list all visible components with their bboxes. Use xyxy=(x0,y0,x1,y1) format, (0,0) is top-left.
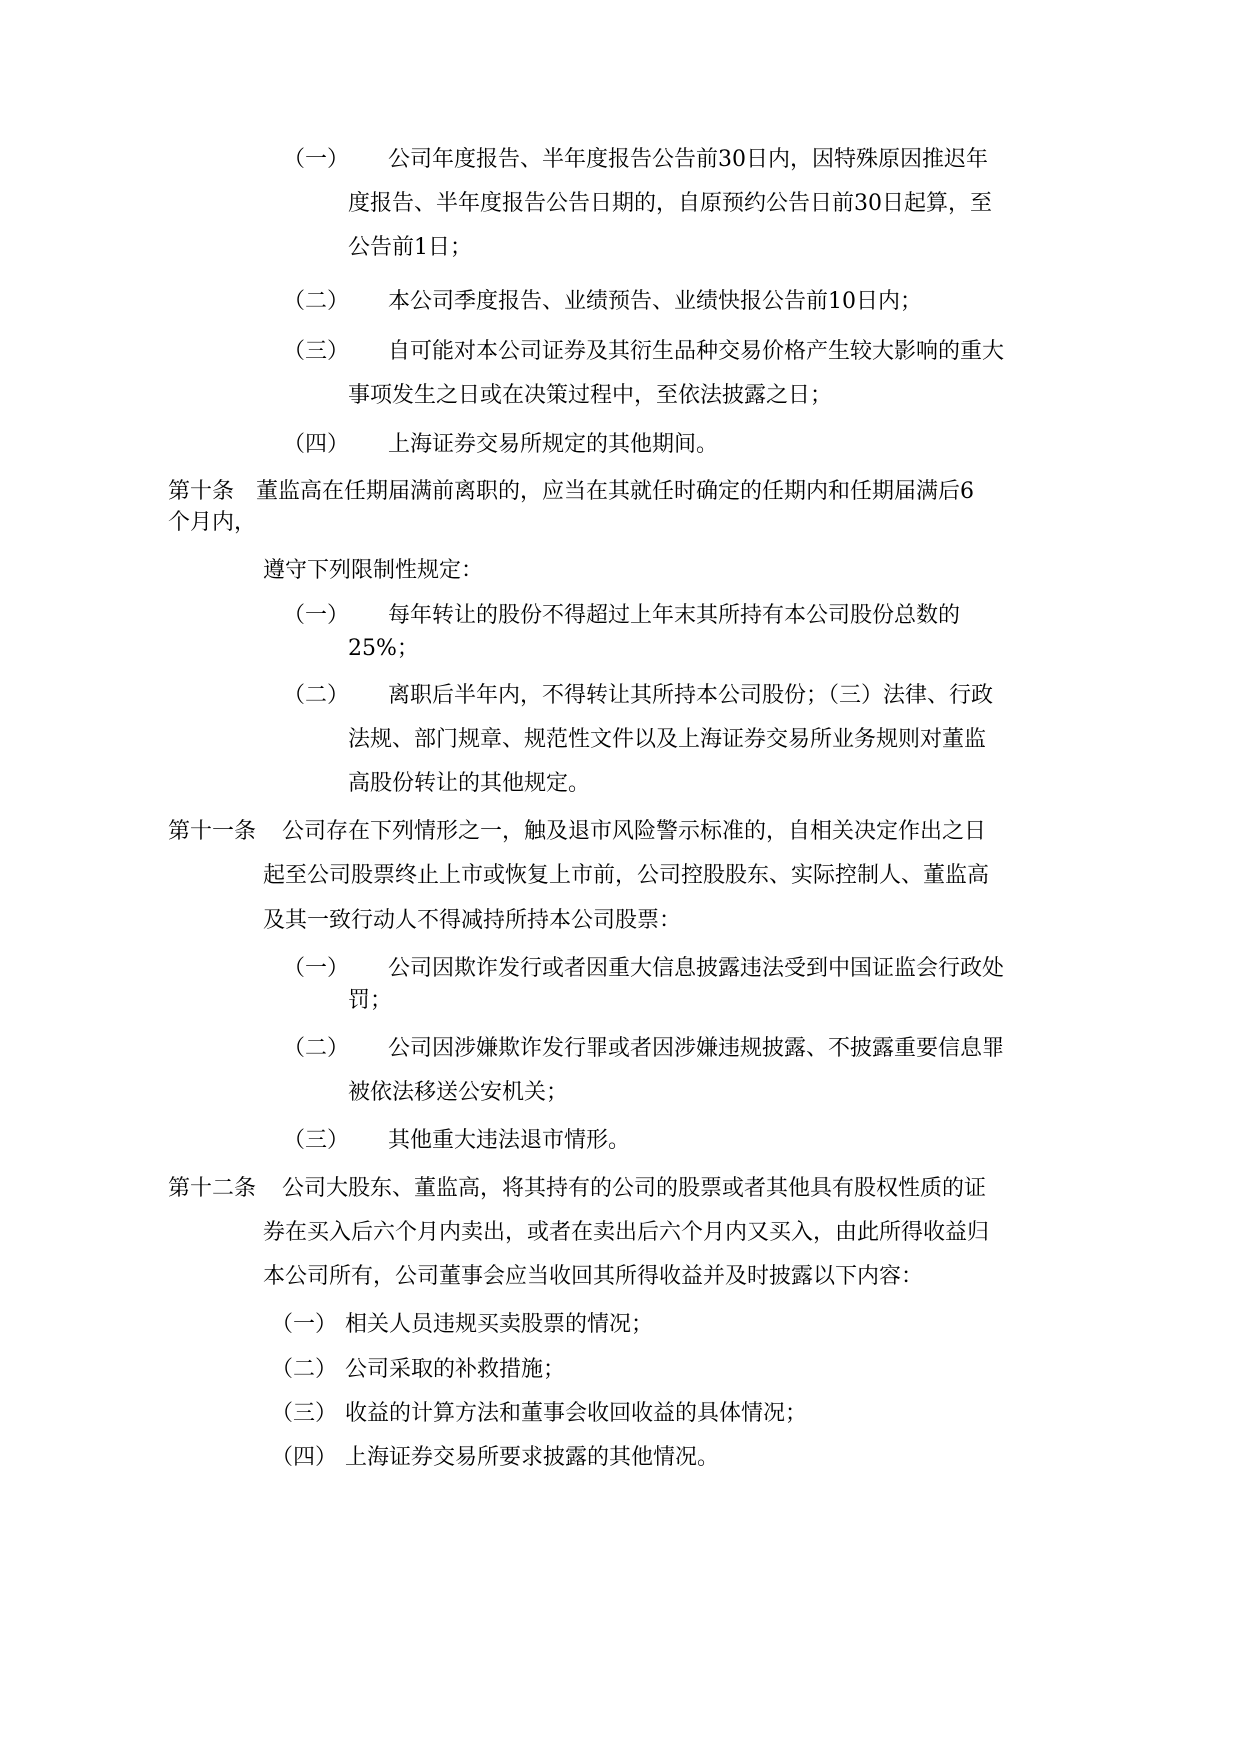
article-text-line: 起至公司股票终止上市或恢复上市前，公司控股股东、实际控制人、董监高 xyxy=(263,863,990,888)
article-text-line: 券在买入后六个月内卖出，或者在卖出后六个月内又买入，由此所得收益归 xyxy=(263,1220,990,1245)
item-text-line: 公司因涉嫌欺诈发行罪或者因涉嫌违规披露、不披露重要信息罪 xyxy=(388,1036,1005,1061)
item-text-line: 离职后半年内，不得转让其所持本公司股份；（三）法律、行政 xyxy=(388,683,994,708)
item-marker: （一） xyxy=(271,1312,338,1337)
article-heading: 第十条 xyxy=(168,479,235,504)
item-text-line: 罚； xyxy=(348,988,393,1013)
item-marker: （四） xyxy=(283,432,350,457)
article-heading: 第十一条 xyxy=(168,819,257,844)
article-text-line: 个月内， xyxy=(168,510,257,535)
item-text-line: 公司因欺诈发行或者因重大信息披露违法受到中国证监会行政处 xyxy=(388,956,1005,981)
item-text-line: 事项发生之日或在决策过程中，至依法披露之日； xyxy=(348,383,833,408)
item-text-line: 其他重大违法退市情形。 xyxy=(388,1128,631,1153)
item-text-line: 上海证券交易所规定的其他期间。 xyxy=(388,432,719,457)
item-text-line: 相关人员违规买卖股票的情况； xyxy=(345,1312,654,1337)
item-text-line: 高股份转让的其他规定。 xyxy=(348,771,591,796)
article-text-line: 遵守下列限制性规定： xyxy=(263,558,484,583)
item-marker: （一） xyxy=(283,147,350,172)
article-text-line: 本公司所有，公司董事会应当收回其所得收益并及时披露以下内容： xyxy=(263,1264,924,1289)
item-text-line: 度报告、半年度报告公告日期的，自原预约公告日前30日起算，至 xyxy=(348,191,992,216)
item-marker: （三） xyxy=(283,339,350,364)
item-text-line: 收益的计算方法和董事会收回收益的具体情况； xyxy=(345,1401,808,1426)
item-text-line: 25%； xyxy=(348,636,419,661)
article-heading: 第十二条 xyxy=(168,1176,257,1201)
item-marker: （二） xyxy=(283,1036,350,1061)
item-text-line: 被依法移送公安机关； xyxy=(348,1080,569,1105)
item-text-line: 法规、部门规章、规范性文件以及上海证券交易所业务规则对董监 xyxy=(348,727,987,752)
article-text-line: 及其一致行动人不得减持所持本公司股票： xyxy=(263,908,682,933)
article-text-line: 公司存在下列情形之一，触及退市风险警示标准的，自相关决定作出之日 xyxy=(282,819,987,844)
item-text-line: 上海证券交易所要求披露的其他情况。 xyxy=(345,1445,720,1470)
item-marker: （三） xyxy=(271,1401,338,1426)
item-marker: （三） xyxy=(283,1128,350,1153)
article-text-line: 公司大股东、董监高，将其持有的公司的股票或者其他具有股权性质的证 xyxy=(282,1176,987,1201)
item-text-line: 公司年度报告、半年度报告公告前30日内，因特殊原因推迟年 xyxy=(388,147,988,172)
item-text-line: 公司采取的补救措施； xyxy=(345,1357,566,1382)
item-text-line: 本公司季度报告、业绩预告、业绩快报公告前10日内； xyxy=(388,289,922,314)
item-text-line: 自可能对本公司证券及其衍生品种交易价格产生较大影响的重大 xyxy=(388,339,1005,364)
item-marker: （四） xyxy=(271,1445,338,1470)
item-marker: （一） xyxy=(283,603,350,628)
item-marker: （一） xyxy=(283,956,350,981)
item-text-line: 每年转让的股份不得超过上年末其所持有本公司股份总数的 xyxy=(388,603,961,628)
article-text-line: 董监高在任期届满前离职的，应当在其就任时确定的任期内和任期届满后6 xyxy=(256,479,974,504)
item-marker: （二） xyxy=(283,289,350,314)
item-marker: （二） xyxy=(271,1357,338,1382)
item-marker: （二） xyxy=(283,683,350,708)
item-text-line: 公告前1日； xyxy=(348,235,472,260)
